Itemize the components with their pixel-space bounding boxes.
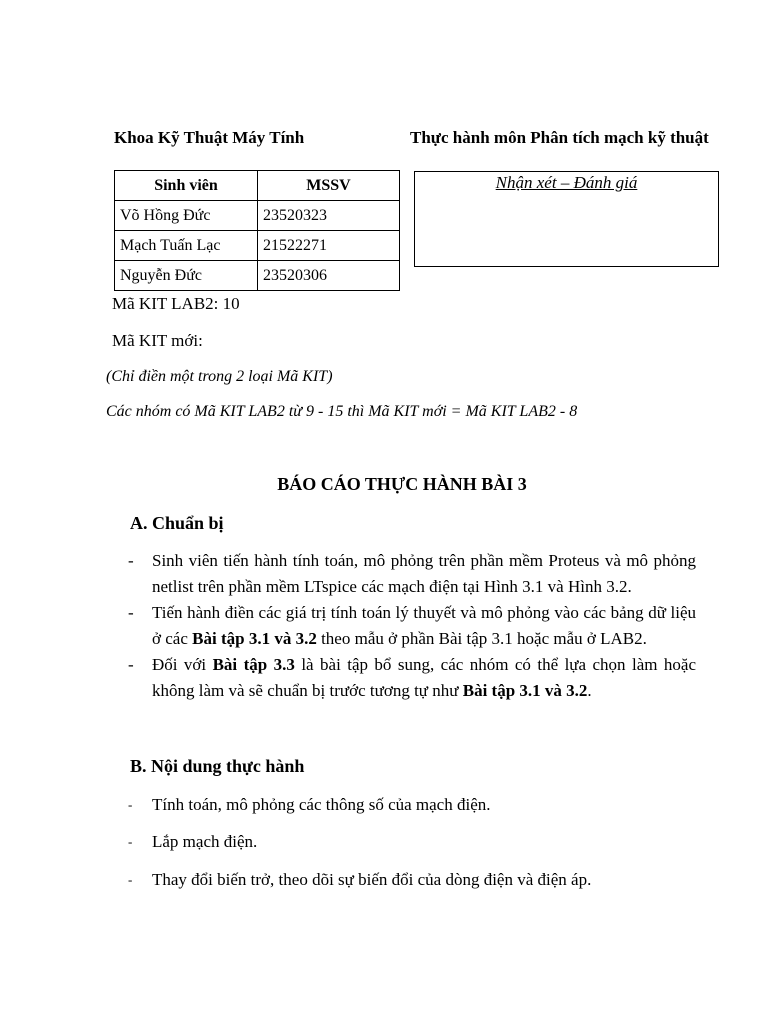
list-item-text: Thay đổi biến trở, theo dõi sự biến đổi của dòng điện và điện áp.: [152, 870, 592, 889]
student-name: Võ Hồng Đức: [115, 201, 258, 231]
list-item-text: Lắp mạch điện.: [152, 832, 258, 851]
bullet-dash: -: [128, 655, 134, 674]
list-item-text: là bài tập bổ sung, các nhóm có thể lựa chọn làm hoặc không làm và sẽ chuẩn bị trước tương tự như: [152, 655, 696, 700]
course-name: Thực hành môn Phân tích mạch kỹ thuật: [410, 128, 709, 147]
list-item-text: Tính toán, mô phỏng các thông số của mạch điện.: [152, 795, 491, 814]
review-box: [414, 171, 719, 267]
column-header-mssv: MSSV: [258, 171, 400, 201]
list-item-bold: Bài tập 3.3: [212, 655, 295, 674]
kit-new: Mã KIT mới:: [112, 331, 203, 350]
section-a-heading: A. Chuẩn bị: [130, 513, 224, 533]
list-item-bold: Bài tập 3.1 và 3.2: [192, 629, 317, 648]
list-item-bold: Bài tập 3.1 và 3.2: [462, 681, 588, 700]
column-header-student: Sinh viên: [115, 171, 258, 201]
table-row: [115, 261, 400, 291]
students-table: [114, 170, 400, 291]
student-id: 23520323: [258, 201, 400, 231]
student-name: Nguyễn Đức: [115, 261, 258, 291]
table-row: [115, 201, 400, 231]
bullet-dash: -: [128, 797, 133, 812]
faculty-name: Khoa Kỹ Thuật Máy Tính: [114, 128, 305, 147]
report-title: BÁO CÁO THỰC HÀNH BÀI 3: [277, 474, 527, 494]
kit-note-2: Các nhóm có Mã KIT LAB2 từ 9 - 15 thì Mã KIT mới = Mã KIT LAB2 - 8: [106, 403, 578, 420]
student-id: 23520306: [258, 261, 400, 291]
bullet-dash: -: [128, 872, 133, 887]
list-item-text: Tiến hành điền các giá trị tính toán lý thuyết và mô phỏng vào các bảng dữ liệu ở các: [152, 603, 696, 648]
list-item-text: Đối với: [152, 655, 213, 674]
list-item-text: .: [587, 681, 592, 700]
student-name: Mạch Tuấn Lạc: [115, 231, 258, 261]
bullet-dash: -: [128, 551, 134, 570]
list-item-text: Sinh viên tiến hành tính toán, mô phỏng trên phần mềm Proteus và mô phỏng netlist trên phần mềm LTspice các mạch điện tại Hình 3.1 và Hình 3.2.: [152, 551, 696, 596]
review-title: Nhận xét – Đánh giá: [495, 173, 638, 192]
list-item: [128, 548, 696, 600]
list-item: [128, 600, 696, 652]
kit-note-1: (Chỉ điền một trong 2 loại Mã KIT): [106, 368, 333, 385]
table-row: [115, 231, 400, 261]
bullet-dash: -: [128, 603, 134, 622]
table-header-row: [115, 171, 400, 201]
section-a-list: [128, 548, 696, 704]
kit-lab2: Mã KIT LAB2: 10: [112, 294, 240, 313]
bullet-dash: -: [128, 834, 133, 849]
list-item: [128, 652, 696, 704]
section-b-heading: B. Nội dung thực hành: [130, 756, 305, 776]
student-id: 21522271: [258, 231, 400, 261]
list-item-text: theo mẫu ở phần Bài tập 3.1 hoặc mẫu ở LAB2.: [316, 629, 647, 648]
